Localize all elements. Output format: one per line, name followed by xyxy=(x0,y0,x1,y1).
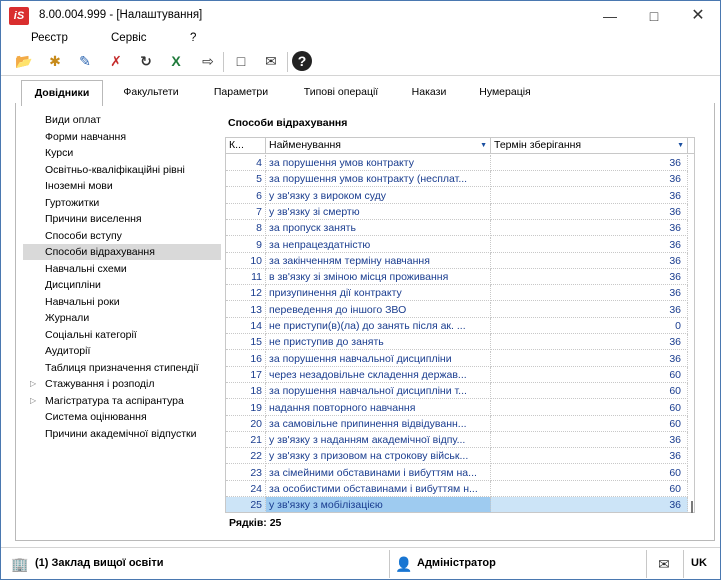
cell-code: 18 xyxy=(226,383,266,399)
cell-term: 36 xyxy=(491,351,688,367)
cell-term: 60 xyxy=(491,481,688,497)
grid-header xyxy=(226,138,695,154)
column-header-code[interactable] xyxy=(226,138,266,154)
cell-code: 8 xyxy=(226,220,266,236)
table-row[interactable] xyxy=(226,383,695,399)
tab-faculties[interactable]: Факультети xyxy=(123,86,179,98)
delete-document-icon[interactable]: ✗ xyxy=(110,53,122,69)
minimize-button[interactable]: — xyxy=(603,8,617,24)
table-row[interactable] xyxy=(226,416,695,432)
tab-references[interactable]: Довідники xyxy=(21,80,103,106)
cell-name: за закінченням терміну навчання xyxy=(266,253,491,269)
cell-term: 36 xyxy=(491,334,688,350)
cell-term: 36 xyxy=(491,237,688,253)
cell-code: 16 xyxy=(226,351,266,367)
cell-code: 5 xyxy=(226,171,266,187)
tree-item-label: Стажування і розподіл xyxy=(45,378,155,390)
cell-term: 36 xyxy=(491,432,688,448)
table-row[interactable] xyxy=(226,367,695,383)
cell-code: 14 xyxy=(226,318,266,334)
tree-item-label: Навчальні роки xyxy=(45,295,120,308)
open-folder-icon[interactable]: 📂 xyxy=(15,53,33,69)
cell-code: 23 xyxy=(226,465,266,481)
vertical-scrollbar[interactable] xyxy=(689,154,695,513)
tree-item[interactable] xyxy=(23,129,221,145)
table-row[interactable] xyxy=(226,400,695,416)
cell-code: 21 xyxy=(226,432,266,448)
toolbar-separator xyxy=(223,52,224,72)
cell-code: 19 xyxy=(226,400,266,416)
mail-icon[interactable]: ✉ xyxy=(265,53,277,69)
tree-item[interactable] xyxy=(23,145,221,161)
table-row[interactable] xyxy=(226,285,695,301)
cell-name: у зв'язку з вироком суду xyxy=(266,188,491,204)
status-bar xyxy=(1,547,720,579)
tree-item-label: Форми навчання xyxy=(45,130,127,143)
tree-item[interactable] xyxy=(23,393,221,409)
tree-item-label: Система оцінювання xyxy=(45,411,147,423)
cell-code: 24 xyxy=(226,481,266,497)
status-separator xyxy=(389,550,390,578)
cell-term: 36 xyxy=(491,155,688,171)
cell-name: за непрацездатністю xyxy=(266,237,491,253)
cell-name: за порушення умов контракту xyxy=(266,155,491,171)
table-row[interactable] xyxy=(226,318,695,334)
table-row[interactable] xyxy=(226,432,695,448)
cell-code: 7 xyxy=(226,204,266,220)
building-icon: 🏢 xyxy=(11,556,29,572)
cell-name: у зв'язку з наданням академічної відпу... xyxy=(266,432,491,448)
organization-label[interactable]: (1) Заклад вищої освіти xyxy=(35,557,164,569)
language-indicator[interactable]: UK xyxy=(691,557,707,569)
cell-term: 60 xyxy=(491,367,688,383)
toolbar-separator xyxy=(287,52,288,72)
tree-item[interactable] xyxy=(23,228,221,244)
data-grid xyxy=(225,137,695,513)
toolbar xyxy=(1,48,720,76)
cell-code: 17 xyxy=(226,367,266,383)
tree-item[interactable] xyxy=(23,178,221,194)
cell-name: переведення до іншого ЗВО xyxy=(266,302,491,318)
cell-code: 6 xyxy=(226,188,266,204)
tree-item-selected[interactable] xyxy=(23,244,221,260)
cell-code: 11 xyxy=(226,269,266,285)
cell-term: 36 xyxy=(491,269,688,285)
cell-term: 0 xyxy=(491,318,688,334)
cell-term: 36 xyxy=(491,253,688,269)
tree-item[interactable] xyxy=(23,360,221,376)
mail-icon[interactable]: ✉ xyxy=(658,556,670,572)
column-header-name[interactable] xyxy=(266,138,491,154)
maximize-button[interactable]: □ xyxy=(649,8,659,24)
tree-item[interactable] xyxy=(23,294,221,310)
cell-term: 36 xyxy=(491,188,688,204)
tree-item[interactable] xyxy=(23,162,221,178)
table-row[interactable] xyxy=(226,253,695,269)
column-header-label: К... xyxy=(229,139,244,151)
sort-arrow-icon: ▼ xyxy=(480,142,487,149)
tree-item[interactable] xyxy=(23,261,221,277)
menu-registry[interactable]: Реєстр xyxy=(31,32,68,44)
tree-item-label: Аудиторії xyxy=(45,345,91,357)
cell-name: за порушення навчальної дисципліни т... xyxy=(266,383,491,399)
table-row[interactable] xyxy=(226,448,695,464)
tree-item-label: Навчальні схеми xyxy=(45,262,127,275)
cell-code: 9 xyxy=(226,237,266,253)
cell-code: 4 xyxy=(226,155,266,171)
window-title: 8.00.004.999 - [Налаштування] xyxy=(39,9,203,21)
cell-name: за самовільне припинення відвідуванн... xyxy=(266,416,491,432)
tree-item-label: Види оплат xyxy=(45,114,101,126)
table-row[interactable] xyxy=(226,481,695,497)
new-document-icon[interactable]: ✱ xyxy=(49,53,61,69)
cell-code: 15 xyxy=(226,334,266,350)
expand-arrow-icon[interactable]: ▷ xyxy=(30,379,37,388)
tree-item[interactable] xyxy=(23,195,221,211)
cell-term: 60 xyxy=(491,465,688,481)
cell-name: не приступив до занять xyxy=(266,334,491,350)
cell-term: 60 xyxy=(491,400,688,416)
menu-help[interactable]: ? xyxy=(190,32,197,44)
column-header-label: Найменування xyxy=(269,139,341,151)
cell-code: 22 xyxy=(226,448,266,464)
cell-name: за пропуск занять xyxy=(266,220,491,236)
tree-item[interactable] xyxy=(23,112,221,128)
cell-term: 60 xyxy=(491,383,688,399)
tab-numbering[interactable]: Нумерація xyxy=(479,86,531,98)
cell-name: за порушення навчальної дисципліни xyxy=(266,351,491,367)
tree-item-label: Таблиця призначення стипендії xyxy=(45,361,199,374)
tree-item-label: Дисципліни xyxy=(45,279,101,291)
exit-icon[interactable]: ⇨ xyxy=(202,53,214,69)
table-row[interactable] xyxy=(226,171,695,187)
tree-item[interactable] xyxy=(23,327,221,343)
tree-item[interactable] xyxy=(23,376,221,392)
cell-term: 36 xyxy=(491,220,688,236)
cell-term: 36 xyxy=(491,204,688,220)
table-row[interactable] xyxy=(226,497,695,513)
tree-item[interactable] xyxy=(23,409,221,425)
tree-item-label: Способи вступу xyxy=(45,229,122,242)
status-separator xyxy=(646,550,647,578)
tree-item-label: Способи відрахування xyxy=(45,246,155,258)
rows-count: Рядків: 25 xyxy=(229,517,282,529)
status-separator xyxy=(683,550,684,578)
tab-typical-operations[interactable]: Типові операції xyxy=(303,86,379,98)
cell-term: 36 xyxy=(491,497,688,513)
table-row[interactable] xyxy=(226,155,695,171)
cell-code: 13 xyxy=(226,302,266,318)
tree-item-label: Іноземні мови xyxy=(45,180,113,192)
tree-item[interactable] xyxy=(23,426,221,442)
excel-export-icon[interactable]: X xyxy=(171,53,181,69)
cell-code: 12 xyxy=(226,285,266,301)
cell-name: за сімейними обставинами і вибуттям на... xyxy=(266,465,491,481)
sort-arrow-icon: ▼ xyxy=(677,142,684,149)
user-icon: 👤 xyxy=(395,556,413,572)
cell-name: надання повторного навчання xyxy=(266,400,491,416)
tree-item-label: Магістратура та аспірантура xyxy=(45,394,184,407)
menu-service[interactable]: Сервіс xyxy=(111,32,147,44)
tree-item-label: Курси xyxy=(45,147,74,159)
table-row[interactable] xyxy=(226,302,695,318)
table-row[interactable] xyxy=(226,188,695,204)
table-row[interactable] xyxy=(226,334,695,350)
cell-code: 25 xyxy=(226,497,266,513)
cell-code: 20 xyxy=(226,416,266,432)
table-row[interactable] xyxy=(226,465,695,481)
tree-item-label: Освітньо-кваліфікаційні рівні xyxy=(45,163,185,176)
table-row[interactable] xyxy=(226,351,695,367)
tab-orders[interactable]: Накази xyxy=(411,86,447,98)
column-header-label: Термін зберігання xyxy=(494,139,582,151)
cell-term: 36 xyxy=(491,302,688,318)
tree-item[interactable] xyxy=(23,211,221,227)
cell-name: у зв'язку зі смертю xyxy=(266,204,491,220)
tab-strip xyxy=(1,76,720,104)
cell-name: у зв'язку з мобілізацією xyxy=(266,497,491,513)
help-icon[interactable]: ? xyxy=(292,51,312,71)
tree-item[interactable] xyxy=(23,277,221,293)
tree-item-label: Журнали xyxy=(45,312,90,324)
app-logo: iS xyxy=(9,7,29,25)
cell-name: за порушення умов контракту (несплат... xyxy=(266,171,491,187)
cell-name: не приступи(в)(ла) до занять після ак. ... xyxy=(266,318,491,334)
tab-parameters[interactable]: Параметри xyxy=(213,86,269,98)
expand-arrow-icon[interactable]: ▷ xyxy=(30,395,37,405)
form-icon[interactable]: □ xyxy=(236,53,246,69)
table-row[interactable] xyxy=(226,237,695,253)
close-button[interactable]: ✕ xyxy=(691,7,705,24)
tree-item-label: Соціальні категорії xyxy=(45,328,137,341)
tree-item-label: Причини виселення xyxy=(45,213,142,225)
scrollbar-thumb[interactable] xyxy=(691,501,693,513)
user-label[interactable]: Адміністратор xyxy=(417,557,496,569)
cell-name: у зв'язку з призовом на строкову військ... xyxy=(266,448,491,464)
cell-term: 36 xyxy=(491,171,688,187)
table-row[interactable] xyxy=(226,220,695,236)
cell-code: 10 xyxy=(226,253,266,269)
menu-bar xyxy=(1,31,720,48)
tree-item-label: Гуртожитки xyxy=(45,196,100,209)
tree-item[interactable] xyxy=(23,310,221,326)
title-bar xyxy=(1,1,720,31)
grid-title: Способи відрахування xyxy=(228,117,348,129)
cell-name: призупинення дії контракту xyxy=(266,285,491,301)
tree-item[interactable] xyxy=(23,343,221,359)
refresh-icon[interactable]: ↻ xyxy=(140,53,152,69)
cell-name: за особистими обставинами і вибуттям н... xyxy=(266,481,491,497)
table-row[interactable] xyxy=(226,204,695,220)
cell-term: 36 xyxy=(491,285,688,301)
column-header-term[interactable] xyxy=(491,138,688,154)
cell-name: через незадовільне складення держав... xyxy=(266,367,491,383)
cell-term: 36 xyxy=(491,448,688,464)
tree-item-label: Причини академічної відпустки xyxy=(45,427,197,440)
cell-term: 60 xyxy=(491,416,688,432)
edit-document-icon[interactable]: ✎ xyxy=(79,53,91,69)
cell-name: в зв'язку зі зміною місця проживання xyxy=(266,269,491,285)
table-row[interactable] xyxy=(226,269,695,285)
